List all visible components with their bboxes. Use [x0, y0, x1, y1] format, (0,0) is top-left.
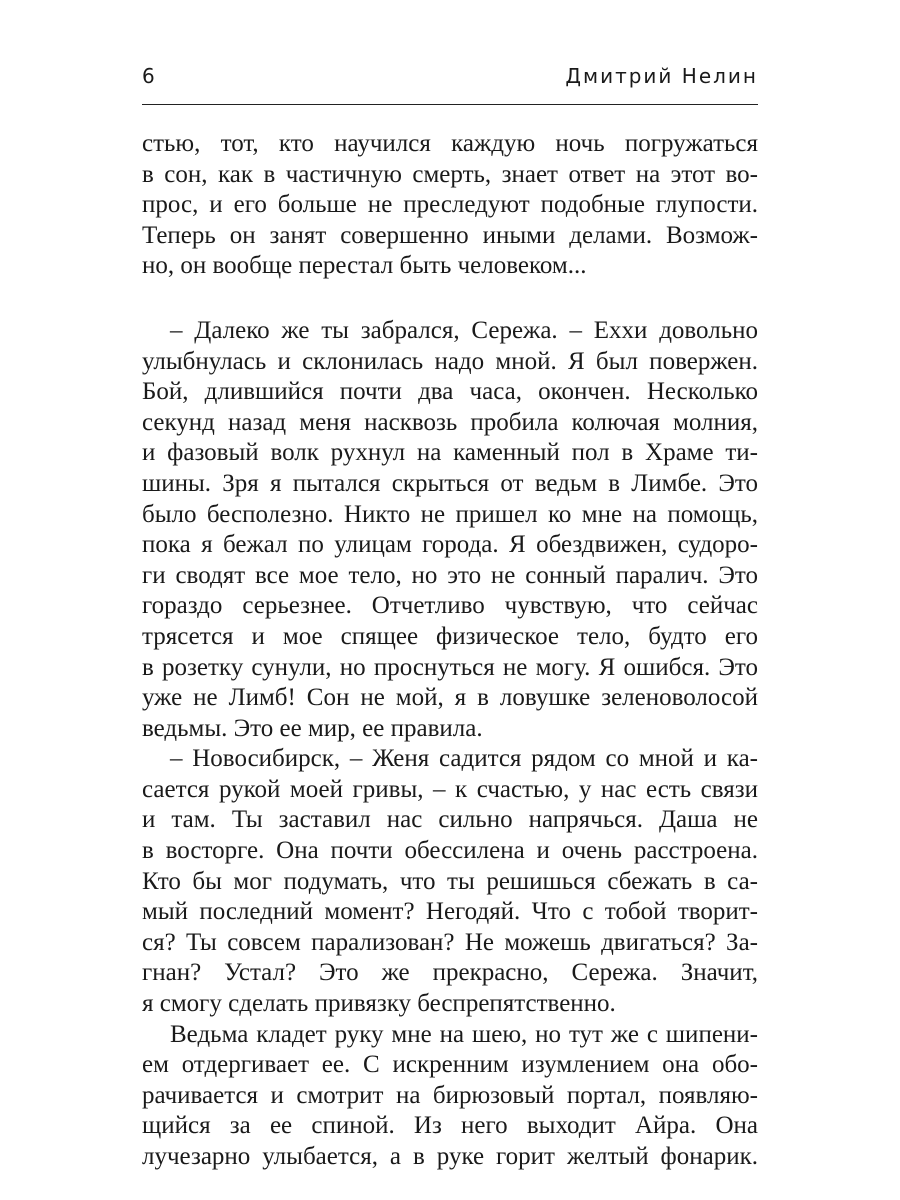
- text-line: в восторге. Она почти обессилена и очень расстроена.: [142, 837, 758, 865]
- text-line: ведьмы. Это ее мир, ее правила.: [142, 714, 483, 742]
- text-line: но, он вообще перестал быть человеком...: [142, 252, 587, 280]
- running-header: [142, 64, 758, 100]
- paragraph: [142, 744, 758, 1019]
- paragraph: [142, 1020, 758, 1173]
- text-line: гнан? Устал? Это же прекрасно, Сережа. Значит,: [142, 959, 758, 987]
- header-rule: [142, 104, 758, 105]
- text-line: шины. Зря я пытался скрыться от ведьм в Лимбе. Это: [142, 469, 758, 497]
- text-line: пока я бежал по улицам города. Я обездвижен, судоро-: [142, 531, 758, 559]
- paragraph: [142, 316, 758, 744]
- text-line: было бесполезно. Никто не пришел ко мне на помощь,: [142, 500, 758, 528]
- text-line: я смогу сделать привязку беспрепятственно.: [142, 990, 616, 1018]
- page-number: 6: [142, 64, 156, 88]
- text-line: секунд назад меня насквозь пробила колючая молния,: [142, 408, 758, 436]
- text-line: стью, тот, кто научился каждую ночь погружаться: [142, 130, 758, 157]
- text-line: и там. Ты заставил нас сильно напрячься. Даша не: [142, 806, 758, 834]
- text-line: ся? Ты совсем парализован? Не можешь двигаться? За-: [142, 928, 758, 956]
- author-name: Дмитрий Нелин: [565, 64, 758, 88]
- text-line: улыбнулась и склонилась надо мной. Я был повержен.: [142, 347, 758, 375]
- text-line: сается рукой моей гривы, – к счастью, у нас есть связи: [142, 775, 758, 803]
- text-line: уже не Лимб! Сон не мой, я в ловушке зеленоволосой: [142, 684, 758, 712]
- paragraph: [142, 129, 758, 282]
- text-line: трясется и мое спящее физическое тело, будто его: [142, 622, 758, 650]
- body-text: [142, 129, 758, 1173]
- text-line: – Новосибирск, – Женя садится рядом со мной и ка-: [170, 745, 758, 773]
- text-line: Теперь он занят совершенно иными делами. Возмож-: [142, 221, 758, 249]
- text-line: Кто бы мог подумать, что ты решишься сбежать в са-: [142, 867, 758, 895]
- text-line: рачивается и смотрит на бирюзовый портал, появляю-: [142, 1081, 758, 1109]
- text-line: ги сводят все мое тело, но это не сонный паралич. Это: [142, 561, 758, 589]
- text-line: лучезарно улыбается, а в руке горит желтый фонарик.: [142, 1143, 758, 1170]
- text-line: гораздо серьезнее. Отчетливо чувствую, что сейчас: [142, 592, 758, 620]
- text-line: Бой, длившийся почти два часа, окончен. Несколько: [142, 378, 758, 406]
- text-line: ем отдергивает ее. С искренним изумлением она обо-: [142, 1051, 758, 1079]
- text-line: в розетку сунули, но проснуться не могу. Я ошибся. Это: [142, 653, 758, 681]
- text-line: и фазовый волк рухнул на каменный пол в Храме ти-: [142, 439, 758, 467]
- text-line: щийся за ее спиной. Из него выходит Айра. Она: [142, 1112, 758, 1140]
- text-line: мый последний момент? Негодяй. Что с тобой творит-: [142, 898, 758, 926]
- text-line: – Далеко же ты забрался, Сережа. – Еххи довольно: [170, 316, 758, 344]
- text-line: в сон, как в частичную смерть, знает ответ на этот во-: [142, 160, 758, 188]
- text-line: прос, и его больше не преследуют подобные глупости.: [142, 191, 758, 219]
- text-line: Ведьма кладет руку мне на шею, но тут же с шипени-: [170, 1020, 758, 1048]
- section-break: [142, 282, 758, 316]
